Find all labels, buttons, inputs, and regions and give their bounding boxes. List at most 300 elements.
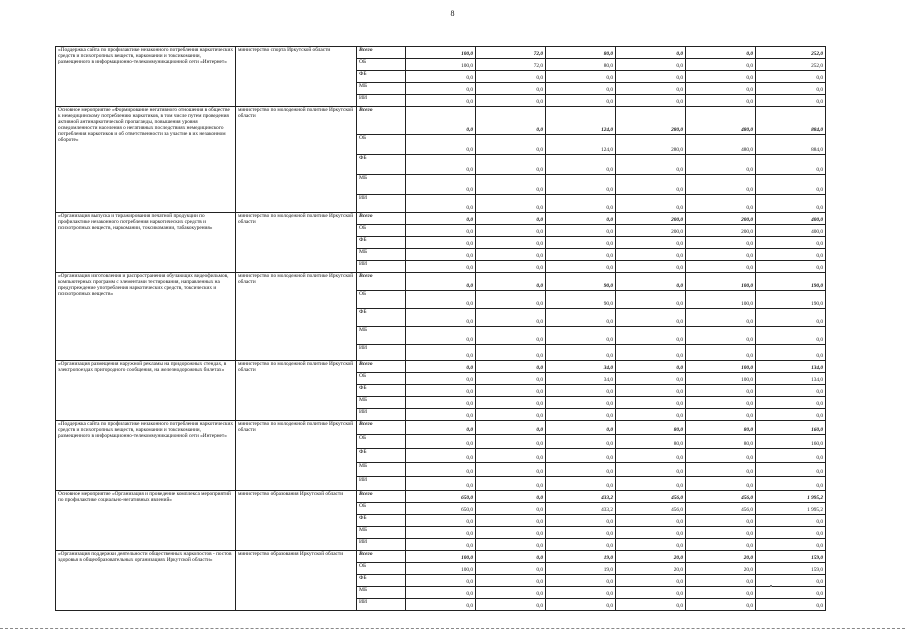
amount-cell: 0,0 — [406, 249, 476, 261]
amount-cell: 0,0 — [546, 449, 616, 463]
amount-cell: 0,0 — [546, 587, 616, 599]
amount-cell: 0,0 — [406, 463, 476, 477]
amount-total-cell: 0,0 — [756, 237, 826, 249]
amount-cell: 0,0 — [476, 385, 546, 397]
amount-cell: 80,0 — [546, 59, 616, 71]
funding-source: ИИ — [357, 539, 406, 551]
amount-cell: 0,0 — [616, 477, 686, 491]
amount-cell: 0,0 — [406, 83, 476, 95]
amount-cell: 0,0 — [476, 551, 546, 563]
amount-cell: 0,0 — [406, 135, 476, 155]
amount-cell: 0,0 — [406, 477, 476, 491]
amount-cell: 0,0 — [686, 575, 756, 587]
funding-source: ФБ — [357, 71, 406, 83]
amount-cell: 0,0 — [546, 237, 616, 249]
amount-cell: 20,0 — [686, 551, 756, 563]
amount-cell: 0,0 — [616, 309, 686, 327]
amount-cell: 0,0 — [686, 95, 756, 107]
amount-cell: 0,0 — [546, 435, 616, 449]
amount-cell: 0,0 — [406, 599, 476, 611]
amount-cell: 0,0 — [476, 587, 546, 599]
scan-edge-line — [0, 628, 905, 629]
amount-cell: 0,0 — [616, 175, 686, 195]
funding-source: Всего — [357, 421, 406, 435]
funding-source: Всего — [357, 47, 406, 59]
amount-cell: 0,0 — [476, 435, 546, 449]
funding-source: Всего — [357, 361, 406, 373]
amount-cell: 0,0 — [476, 71, 546, 83]
amount-cell: 0,0 — [476, 309, 546, 327]
funding-source: МБ — [357, 249, 406, 261]
amount-cell: 0,0 — [406, 527, 476, 539]
amount-cell: 0,0 — [406, 71, 476, 83]
amount-cell: 0,0 — [686, 249, 756, 261]
amount-cell: 0,0 — [686, 327, 756, 345]
amount-cell: 34,0 — [546, 373, 616, 385]
amount-cell: 0,0 — [616, 83, 686, 95]
amount-total-cell: 884,0 — [756, 135, 826, 155]
amount-total-cell: 134,0 — [756, 361, 826, 373]
amount-cell: 0,0 — [476, 213, 546, 225]
amount-total-cell: 252,0 — [756, 59, 826, 71]
amount-cell: 0,0 — [476, 563, 546, 575]
funding-source: Всего — [357, 273, 406, 291]
funding-source: ФБ — [357, 237, 406, 249]
amount-cell: 90,0 — [546, 291, 616, 309]
amount-cell: 100,0 — [406, 59, 476, 71]
amount-cell: 0,0 — [546, 327, 616, 345]
amount-cell: 0,0 — [546, 71, 616, 83]
amount-cell: 0,0 — [406, 373, 476, 385]
amount-cell: 0,0 — [686, 599, 756, 611]
executor-name: министерство образования Иркутской области — [236, 551, 357, 611]
amount-cell: 433,2 — [546, 503, 616, 515]
amount-total-cell: 0,0 — [756, 515, 826, 527]
amount-cell: 0,0 — [686, 155, 756, 175]
amount-cell: 0,0 — [476, 175, 546, 195]
page-number: 8 — [450, 9, 455, 18]
funding-source: ФБ — [357, 309, 406, 327]
amount-cell: 0,0 — [406, 225, 476, 237]
amount-cell: 0,0 — [616, 373, 686, 385]
amount-cell: 0,0 — [406, 397, 476, 409]
amount-cell: 0,0 — [476, 107, 546, 135]
table-row — [56, 421, 826, 435]
amount-cell: 0,0 — [686, 515, 756, 527]
amount-cell: 0,0 — [616, 261, 686, 273]
amount-cell: 0,0 — [546, 309, 616, 327]
funding-source: МБ — [357, 587, 406, 599]
amount-total-cell: 0,0 — [756, 345, 826, 361]
amount-cell: 0,0 — [546, 95, 616, 107]
amount-total-cell: 134,0 — [756, 373, 826, 385]
amount-cell: 0,0 — [546, 83, 616, 95]
amount-total-cell: 160,0 — [756, 421, 826, 435]
table-body — [56, 47, 826, 611]
amount-cell: 34,0 — [546, 361, 616, 373]
amount-cell: 0,0 — [406, 291, 476, 309]
amount-cell: 0,0 — [406, 435, 476, 449]
amount-cell: 0,0 — [616, 397, 686, 409]
funding-source: Всего — [357, 213, 406, 225]
executor-name: министерство по молодежной политике Иркутской области — [236, 213, 357, 273]
amount-cell: 0,0 — [686, 83, 756, 95]
amount-cell: 0,0 — [406, 361, 476, 373]
amount-cell: 0,0 — [616, 385, 686, 397]
amount-cell: 650,0 — [406, 503, 476, 515]
amount-cell: 100,0 — [686, 291, 756, 309]
funding-source: ФБ — [357, 575, 406, 587]
amount-total-cell: 0,0 — [756, 71, 826, 83]
amount-cell: 0,0 — [616, 449, 686, 463]
amount-cell: 0,0 — [406, 237, 476, 249]
amount-cell: 20,0 — [616, 551, 686, 563]
funding-source: МБ — [357, 397, 406, 409]
amount-cell: 100,0 — [686, 373, 756, 385]
amount-cell: 0,0 — [686, 261, 756, 273]
amount-cell: 0,0 — [546, 213, 616, 225]
amount-cell: 0,0 — [476, 95, 546, 107]
amount-cell: 456,0 — [686, 503, 756, 515]
amount-cell: 200,0 — [616, 213, 686, 225]
funding-source: МБ — [357, 175, 406, 195]
amount-cell: 20,0 — [686, 563, 756, 575]
amount-cell: 0,0 — [546, 463, 616, 477]
amount-cell: 0,0 — [406, 539, 476, 551]
amount-cell: 72,0 — [476, 47, 546, 59]
amount-cell: 0,0 — [686, 345, 756, 361]
amount-cell: 0,0 — [476, 599, 546, 611]
amount-cell: 0,0 — [546, 477, 616, 491]
amount-cell: 0,0 — [476, 135, 546, 155]
amount-cell: 650,0 — [406, 491, 476, 503]
amount-cell: 0,0 — [686, 539, 756, 551]
amount-cell: 456,0 — [686, 491, 756, 503]
amount-cell: 0,0 — [476, 83, 546, 95]
amount-cell: 0,0 — [406, 345, 476, 361]
amount-cell: 0,0 — [406, 213, 476, 225]
amount-cell: 0,0 — [406, 449, 476, 463]
amount-cell: 0,0 — [476, 503, 546, 515]
activity-name: Основное мероприятие «Организация и проведение комплекса мероприятий по профилактике социально-негативных явлений» — [56, 491, 236, 551]
amount-cell: 0,0 — [546, 261, 616, 273]
amount-total-cell: 0,0 — [756, 155, 826, 175]
amount-cell: 0,0 — [686, 195, 756, 213]
amount-total-cell: 190,0 — [756, 291, 826, 309]
amount-cell: 280,0 — [616, 107, 686, 135]
amount-cell: 0,0 — [546, 575, 616, 587]
amount-cell: 19,0 — [546, 563, 616, 575]
amount-cell: 0,0 — [686, 309, 756, 327]
amount-cell: 0,0 — [406, 261, 476, 273]
amount-cell: 0,0 — [546, 397, 616, 409]
funding-source: ИИ — [357, 345, 406, 361]
scan-speck — [770, 585, 772, 587]
amount-cell: 0,0 — [476, 249, 546, 261]
amount-cell: 0,0 — [546, 249, 616, 261]
amount-cell: 100,0 — [686, 361, 756, 373]
amount-cell: 0,0 — [616, 515, 686, 527]
amount-total-cell: 0,0 — [756, 249, 826, 261]
amount-cell: 0,0 — [686, 47, 756, 59]
amount-total-cell: 0,0 — [756, 95, 826, 107]
amount-cell: 0,0 — [616, 361, 686, 373]
amount-total-cell: 1 995,2 — [756, 503, 826, 515]
amount-cell: 480,0 — [686, 135, 756, 155]
amount-cell: 0,0 — [476, 237, 546, 249]
activity-name: «Организация поддержки деятельности общественных наркопостов - постов здоровья в общеобразовательных организациях Иркутской области» — [56, 551, 236, 611]
funding-source: МБ — [357, 463, 406, 477]
amount-cell: 0,0 — [546, 409, 616, 421]
amount-total-cell: 190,0 — [756, 273, 826, 291]
amount-cell: 0,0 — [406, 155, 476, 175]
amount-cell: 433,2 — [546, 491, 616, 503]
amount-cell: 0,0 — [476, 409, 546, 421]
amount-total-cell: 252,0 — [756, 47, 826, 59]
amount-cell: 80,0 — [686, 435, 756, 449]
funding-source: ОБ — [357, 563, 406, 575]
amount-cell: 20,0 — [616, 563, 686, 575]
amount-total-cell: 0,0 — [756, 83, 826, 95]
amount-cell: 0,0 — [616, 291, 686, 309]
amount-cell: 0,0 — [476, 491, 546, 503]
amount-total-cell: 0,0 — [756, 587, 826, 599]
amount-total-cell: 400,0 — [756, 225, 826, 237]
amount-cell: 0,0 — [476, 463, 546, 477]
amount-total-cell: 0,0 — [756, 463, 826, 477]
amount-total-cell: 0,0 — [756, 309, 826, 327]
amount-cell: 0,0 — [476, 373, 546, 385]
amount-cell: 0,0 — [406, 515, 476, 527]
amount-cell: 0,0 — [476, 345, 546, 361]
amount-total-cell: 0,0 — [756, 449, 826, 463]
amount-cell: 0,0 — [616, 599, 686, 611]
amount-cell: 0,0 — [476, 327, 546, 345]
amount-cell: 100,0 — [406, 551, 476, 563]
funding-source: ИИ — [357, 409, 406, 421]
amount-cell: 80,0 — [686, 421, 756, 435]
amount-cell: 0,0 — [616, 587, 686, 599]
amount-cell: 0,0 — [616, 95, 686, 107]
activity-name: «Организация выпуска и тиражирования печатной продукции по профилактике незаконного потребления наркотических средств и психотропных веществ, наркомании, токсикомании, табакокурения» — [56, 213, 236, 273]
amount-cell: 0,0 — [546, 225, 616, 237]
funding-source: ОБ — [357, 59, 406, 71]
activity-name: «Организация изготовления и распространения обучающих видеофильмов, компьютерных программ с элементами тестирования, направленных на предупреждение употребления наркотических средств, токсических и психотропных веществ» — [56, 273, 236, 361]
amount-cell: 0,0 — [406, 309, 476, 327]
amount-cell: 0,0 — [616, 463, 686, 477]
funding-source: МБ — [357, 83, 406, 95]
executor-name: министерство образования Иркутской области — [236, 491, 357, 551]
funding-source: ОБ — [357, 503, 406, 515]
amount-cell: 0,0 — [476, 397, 546, 409]
funding-source: ИИ — [357, 95, 406, 107]
amount-cell: 0,0 — [686, 527, 756, 539]
amount-total-cell: 159,0 — [756, 551, 826, 563]
funding-source: ФБ — [357, 449, 406, 463]
executor-name: министерство по молодежной политике Иркутской области — [236, 273, 357, 361]
amount-total-cell: 0,0 — [756, 477, 826, 491]
funding-source: ФБ — [357, 385, 406, 397]
amount-cell: 0,0 — [406, 575, 476, 587]
amount-total-cell: 0,0 — [756, 327, 826, 345]
amount-cell: 456,0 — [616, 503, 686, 515]
funding-source: ОБ — [357, 225, 406, 237]
amount-cell: 0,0 — [616, 409, 686, 421]
amount-cell: 0,0 — [686, 175, 756, 195]
funding-source: МБ — [357, 527, 406, 539]
amount-cell: 0,0 — [686, 463, 756, 477]
amount-cell: 0,0 — [476, 225, 546, 237]
amount-cell: 0,0 — [546, 385, 616, 397]
amount-cell: 0,0 — [546, 195, 616, 213]
amount-cell: 0,0 — [616, 155, 686, 175]
amount-total-cell: 0,0 — [756, 539, 826, 551]
amount-cell: 0,0 — [616, 71, 686, 83]
amount-cell: 0,0 — [476, 361, 546, 373]
amount-cell: 19,0 — [546, 551, 616, 563]
amount-cell: 0,0 — [476, 195, 546, 213]
amount-cell: 0,0 — [546, 515, 616, 527]
amount-cell: 72,0 — [476, 59, 546, 71]
amount-cell: 0,0 — [616, 59, 686, 71]
activity-name: «Поддержка сайта по профилактике незаконного потребления наркотических средств и психотропных веществ, наркомании и токсикомании, размещенного в информационно-телекоммуникационной сети «Интернет» — [56, 47, 236, 107]
program-funding-table — [55, 46, 826, 611]
table-row — [56, 107, 826, 135]
amount-cell: 0,0 — [546, 175, 616, 195]
amount-cell: 0,0 — [546, 539, 616, 551]
table-row — [56, 213, 826, 225]
amount-total-cell: 159,0 — [756, 563, 826, 575]
amount-cell: 100,0 — [406, 47, 476, 59]
amount-cell: 0,0 — [476, 155, 546, 175]
amount-cell: 0,0 — [616, 273, 686, 291]
amount-total-cell: 0,0 — [756, 175, 826, 195]
amount-cell: 0,0 — [616, 345, 686, 361]
amount-cell: 0,0 — [686, 409, 756, 421]
amount-total-cell: 884,0 — [756, 107, 826, 135]
table-row — [56, 361, 826, 373]
amount-total-cell: 0,0 — [756, 195, 826, 213]
amount-cell: 0,0 — [616, 249, 686, 261]
funding-source: Всего — [357, 551, 406, 563]
amount-cell: 124,0 — [546, 135, 616, 155]
amount-cell: 0,0 — [476, 273, 546, 291]
amount-cell: 0,0 — [686, 71, 756, 83]
amount-cell: 0,0 — [476, 421, 546, 435]
funding-source: ОБ — [357, 435, 406, 449]
amount-cell: 0,0 — [616, 47, 686, 59]
amount-cell: 0,0 — [476, 449, 546, 463]
amount-cell: 0,0 — [406, 95, 476, 107]
amount-cell: 0,0 — [616, 575, 686, 587]
amount-cell: 0,0 — [406, 587, 476, 599]
amount-cell: 80,0 — [616, 435, 686, 449]
funding-source: ОБ — [357, 373, 406, 385]
amount-cell: 80,0 — [616, 421, 686, 435]
amount-cell: 0,0 — [546, 599, 616, 611]
amount-cell: 200,0 — [686, 225, 756, 237]
amount-total-cell: 0,0 — [756, 261, 826, 273]
amount-cell: 0,0 — [476, 261, 546, 273]
amount-cell: 0,0 — [686, 397, 756, 409]
amount-cell: 0,0 — [686, 587, 756, 599]
funding-source: Всего — [357, 107, 406, 135]
table-row — [56, 551, 826, 563]
amount-total-cell: 0,0 — [756, 599, 826, 611]
amount-cell: 0,0 — [616, 195, 686, 213]
amount-total-cell: 160,0 — [756, 435, 826, 449]
funding-source: ФБ — [357, 155, 406, 175]
amount-total-cell: 0,0 — [756, 575, 826, 587]
amount-cell: 0,0 — [406, 107, 476, 135]
amount-cell: 200,0 — [686, 213, 756, 225]
funding-source: ИИ — [357, 477, 406, 491]
amount-cell: 100,0 — [686, 273, 756, 291]
amount-cell: 200,0 — [616, 225, 686, 237]
amount-cell: 0,0 — [686, 385, 756, 397]
executor-name: министерство по молодежной политике Иркутской области — [236, 421, 357, 491]
activity-name: Основное мероприятие «Формирование негативного отношения в обществе к немедицинскому потреблению наркотиков, в том числе путем проведения активной антинаркотической пропаганды, повышения уровня осведомленности населения о негативных последствиях немедицинского потребления наркотиков и об ответственности за участие в их незаконном обороте» — [56, 107, 236, 213]
amount-cell: 0,0 — [406, 409, 476, 421]
amount-total-cell: 0,0 — [756, 527, 826, 539]
amount-cell: 0,0 — [686, 449, 756, 463]
amount-cell: 480,0 — [686, 107, 756, 135]
amount-cell: 0,0 — [686, 237, 756, 249]
amount-total-cell: 0,0 — [756, 385, 826, 397]
amount-cell: 0,0 — [406, 175, 476, 195]
amount-total-cell: 1 995,2 — [756, 491, 826, 503]
amount-cell: 0,0 — [546, 345, 616, 361]
amount-cell: 0,0 — [476, 291, 546, 309]
amount-cell: 0,0 — [616, 327, 686, 345]
funding-source: ИИ — [357, 599, 406, 611]
amount-cell: 0,0 — [546, 527, 616, 539]
amount-cell: 0,0 — [406, 327, 476, 345]
amount-cell: 0,0 — [476, 515, 546, 527]
amount-cell: 456,0 — [616, 491, 686, 503]
funding-source: ИИ — [357, 261, 406, 273]
amount-cell: 0,0 — [616, 237, 686, 249]
amount-cell: 0,0 — [546, 421, 616, 435]
funding-source: Всего — [357, 491, 406, 503]
amount-cell: 280,0 — [616, 135, 686, 155]
amount-cell: 90,0 — [546, 273, 616, 291]
activity-name: «Организация размещения наружной рекламы на придорожных стендах, в электропоездах пригородного сообщения, на железнодорожных билетах» — [56, 361, 236, 421]
amount-cell: 0,0 — [616, 539, 686, 551]
executor-name: министерство по молодежной политике Иркутской области — [236, 107, 357, 213]
amount-total-cell: 0,0 — [756, 397, 826, 409]
funding-source: ОБ — [357, 291, 406, 309]
amount-cell: 0,0 — [686, 59, 756, 71]
funding-source: МБ — [357, 327, 406, 345]
table-row — [56, 47, 826, 59]
executor-name: министерство спорта Иркутской области — [236, 47, 357, 107]
amount-total-cell: 0,0 — [756, 409, 826, 421]
funding-source: ФБ — [357, 515, 406, 527]
amount-cell: 0,0 — [476, 527, 546, 539]
funding-source: ОБ — [357, 135, 406, 155]
amount-cell: 80,0 — [546, 47, 616, 59]
amount-cell: 0,0 — [406, 421, 476, 435]
table-row — [56, 491, 826, 503]
amount-cell: 0,0 — [476, 575, 546, 587]
executor-name: министерство по молодежной политике Иркутской области — [236, 361, 357, 421]
amount-cell: 0,0 — [616, 527, 686, 539]
amount-total-cell: 400,0 — [756, 213, 826, 225]
table-row — [56, 273, 826, 291]
amount-cell: 0,0 — [406, 195, 476, 213]
amount-cell: 0,0 — [406, 385, 476, 397]
